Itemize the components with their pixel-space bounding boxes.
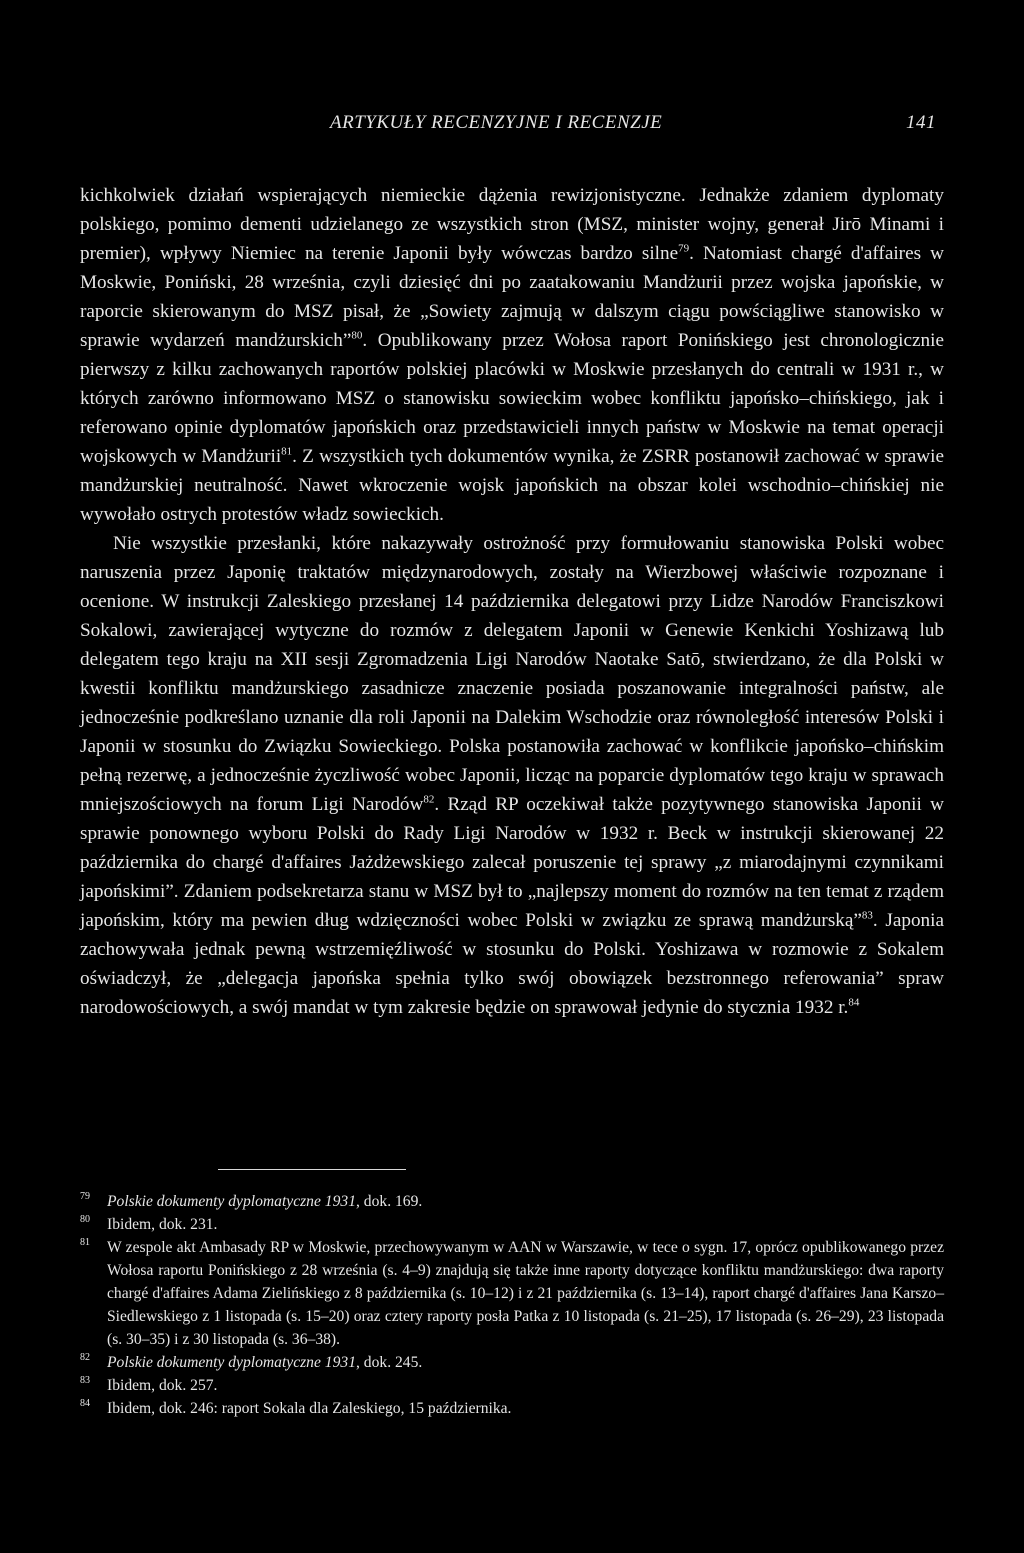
footnote-81: 81 W zespole akt Ambasady RP w Moskwie, przechowywanym w AAN w Warszawie, w tece o sygn. 17, oprócz opublikowanego przez Wołosa raportu Ponińskiego z 28 września (s. 4–9) znajdują się także inne raporty dotyczące konfliktu mandżurskiego: dwa raporty chargé d'affaires Adama Zielińskiego z 8 października (s. 10–12) i z 21 października (s. 13–14), raport chargé d'affaires Jana Karszo–Siedlewskiego z 1 listopada (s. 15–20) oraz cztery raporty posła Patka z 10 listopada (s. 21–25), 17 listopada (s. 26–29), 23 listopada (s. 30–35) i z 30 listopada (s. 36–38). <box>80 1237 944 1348</box>
footnote-80: 80 Ibidem, dok. 231. <box>80 1214 218 1233</box>
footnote-79: 79 Polskie dokumenty dyplomatyczne 1931, dok. 169. <box>80 1191 423 1210</box>
footnote-ref-84: 84 <box>848 996 860 1009</box>
footnote-ref-79: 79 <box>678 242 690 255</box>
footnotes <box>80 1190 944 1420</box>
page-number: 141 <box>906 112 936 133</box>
footnote-ref-82: 82 <box>423 793 435 806</box>
main-text <box>80 181 944 1022</box>
paragraph-1: kichkolwiek działań wspierających niemieckie dążenia rewizjonistyczne. Jednakże zdaniem dyplomaty polskiego, pomimo dementi udzielanego ze wszystkich stron (MSZ, minister wojny, generał Jirō Minami i premier), wpływy Niemiec na terenie Japonii były wówczas bardzo silne$^{79}$. Natomiast chargé d'affaires w Moskwie, Poniński, 28 września, czyli dziesięć dni po zaatakowaniu Mandżurii przez wojska japońskie, w raporcie skierowanym do MSZ pisał, że „Sowiety zajmują w dalszym ciągu powściągliwe stanowisko w sprawie wydarzeń mandżurskich”$^{80}$. Opublikowany przez Wołosa raport Ponińskiego jest chronologicznie pierwszy z kilku zachowanych raportów polskiej placówki w Moskwie przesłanych do centrali w 1931 r., w których zarówno informowano MSZ o stanowisku sowieckim wobec konfliktu japońsko–chińskiego, jak i referowano opinie dyplomatów japońskich oraz przedstawicieli innych państw w Moskwie na temat operacji wojskowych w Mandżurii$^{81}$. Z wszystkich tych dokumentów wynika, że ZSRR postanowił zachować w sprawie mandżurskiej neutralność. Nawet wkroczenie wojsk japońskich na obszar kolei wschodnio–chińskiej nie wywołało ostrych protestów władz sowieckich. <box>80 185 944 525</box>
footnote-82: 82 Polskie dokumenty dyplomatyczne 1931, dok. 245. <box>80 1352 423 1371</box>
running-header <box>0 104 1024 138</box>
running-title: ARTYKUŁY RECENZYJNE I RECENZJE <box>330 112 663 133</box>
footnote-separator <box>218 1169 406 1170</box>
footnote-ref-83: 83 <box>861 909 873 922</box>
footnote-ref-80: 80 <box>351 329 363 342</box>
paragraph-2: Nie wszystkie przesłanki, które nakazywały ostrożność przy formułowaniu stanowiska Polski wobec naruszenia przez Japonię traktatów międzynarodowych, zostały na Wierzbowej właściwie rozpoznane i ocenione. W instrukcji Zaleskiego przesłanej 14 października delegatowi przy Lidze Narodów Franciszkowi Sokalowi, zawierającej wytyczne do rozmów z delegatem Japonii w Genewie Kenkichi Yoshizawą lub delegatem tego kraju na XII sesji Zgromadzenia Ligi Narodów Naotake Satō, stwierdzano, że dla Polski w kwestii konfliktu mandżurskiego zasadnicze znaczenie posiada poszanowanie integralności państw, ale jednocześnie podkreślano uznanie dla roli Japonii na Dalekim Wschodzie oraz równoległość interesów Polski i Japonii w stosunku do Związku Sowieckiego. Polska postanowiła zachować w konflikcie japońsko–chińskim pełną rezerwę, a jednocześnie życzliwość wobec Japonii, licząc na poparcie dyplomatów tego kraju w sprawach mniejszościowych na forum Ligi Narodów$^{82}$. Rząd RP oczekiwał także pozytywnego stanowiska Japonii w sprawie ponownego wyboru Polski do Rady Ligi Narodów w 1932 r. Beck w instrukcji skierowanej 22 października do chargé d'affaires Jażdżewskiego zalecał poruszenie tej sprawy „z miarodajnymi czynnikami japońskimi”. Zdaniem podsekretarza stanu w MSZ był to „najlepszy moment do rozmów na ten temat z rządem japońskim, który ma pewien dług wdzięczności wobec Polski w związku ze sprawą mandżurską”$^{83}$. Japonia zachowywała jednak pewną wstrzemięźliwość w stosunku do Polski. Yoshizawa w rozmowie z Sokalem oświadczył, że „delegacja japońska spełnia tylko swój obowiązek bezstronnego referowania” spraw narodowościowych, a swój mandat w tym zakresie będzie on sprawował jedynie do stycznia 1932 r.$^{84}$ <box>80 533 945 1018</box>
footnote-ref-81: 81 <box>281 445 293 458</box>
footnote-84: 84 Ibidem, dok. 246: raport Sokala dla Zaleskiego, 15 października. <box>80 1398 512 1417</box>
footnote-83: 83 Ibidem, dok. 257. <box>80 1375 218 1394</box>
